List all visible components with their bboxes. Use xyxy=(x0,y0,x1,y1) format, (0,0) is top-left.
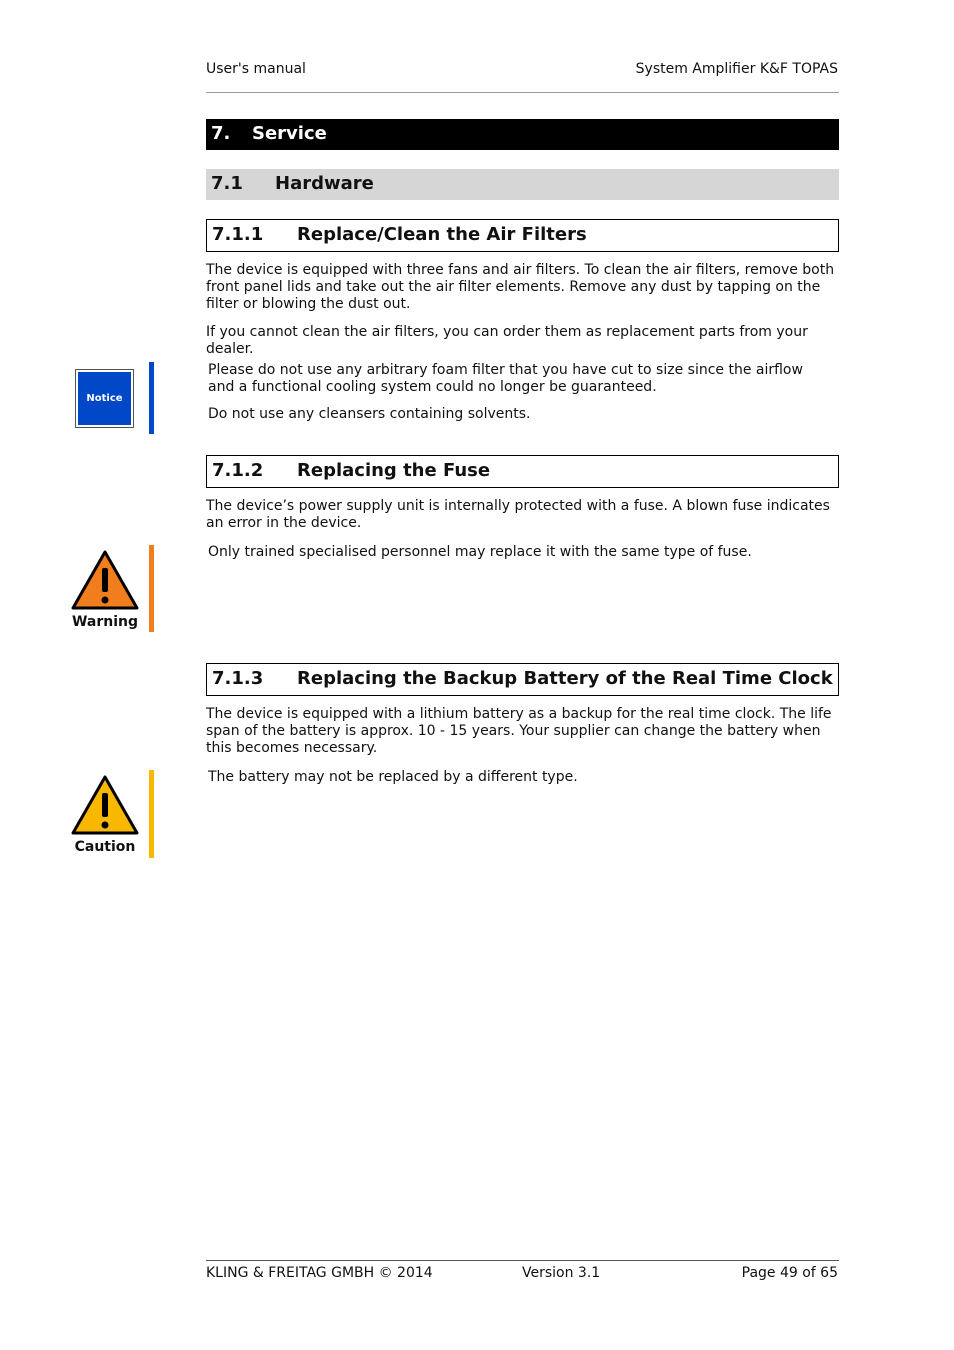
subsection-number: 7.1.2 xyxy=(212,460,264,481)
header-left: User's manual xyxy=(206,61,306,77)
footer-left: KLING & FREITAG GMBH © 2014 xyxy=(206,1265,433,1281)
caution-text: The battery may not be replaced by a different type. xyxy=(208,769,578,785)
warning-triangle-icon xyxy=(70,549,140,611)
warning-side-bar xyxy=(149,545,154,632)
air-filter-paragraph-2: If you cannot clean the air filters, you can order them as replacement parts from your dealer. xyxy=(206,324,808,357)
section-heading xyxy=(206,169,839,200)
section-number: 7.1 xyxy=(211,173,243,194)
section-title: Hardware xyxy=(275,173,374,194)
notice-text-1: Please do not use any arbitrary foam filter that you have cut to size since the airflow and a functional cooling system could no longer be guaranteed. xyxy=(208,362,803,395)
subsection-heading-air-filters xyxy=(206,219,839,252)
fuse-paragraph: The device’s power supply unit is internally protected with a fuse. A blown fuse indicates an error in the device. xyxy=(206,498,830,531)
subsection-title: Replacing the Fuse xyxy=(297,460,491,481)
subsection-number: 7.1.1 xyxy=(212,224,264,245)
notice-side-bar xyxy=(149,362,154,434)
subsection-heading-battery xyxy=(206,663,839,696)
header-right: System Amplifier K&F TOPAS xyxy=(635,61,838,77)
chapter-heading xyxy=(206,119,839,150)
warning-label: Warning xyxy=(71,614,139,630)
header-rule xyxy=(206,92,839,93)
subsection-heading-fuse xyxy=(206,455,839,488)
footer-rule xyxy=(206,1260,839,1261)
battery-paragraph: The device is equipped with a lithium battery as a backup for the real time clock. The life span of the battery is approx. 10 - 15 years. Your supplier can change the battery when this becomes necessary. xyxy=(206,706,832,756)
subsection-title: Replacing the Backup Battery of the Real Time Clock xyxy=(297,668,833,689)
subsection-title: Replace/Clean the Air Filters xyxy=(297,224,587,245)
notice-label: Notice xyxy=(78,372,131,425)
footer-version: Version 3.1 xyxy=(522,1265,601,1281)
subsection-number: 7.1.3 xyxy=(212,668,264,689)
footer-page-number: Page 49 of 65 xyxy=(741,1265,838,1281)
chapter-title: Service xyxy=(252,123,327,144)
notice-text-2: Do not use any cleansers containing solvents. xyxy=(208,406,531,422)
chapter-number: 7. xyxy=(211,123,231,144)
air-filter-paragraph-1: The device is equipped with three fans and air filters. To clean the air filters, remove both front panel lids and take out the air filter elements. Remove any dust by tapping on the filter or blowing the dust out. xyxy=(206,262,835,312)
caution-label: Caution xyxy=(74,839,136,855)
warning-text: Only trained specialised personnel may replace it with the same type of fuse. xyxy=(208,544,752,560)
notice-icon xyxy=(75,369,134,428)
caution-side-bar xyxy=(149,770,154,858)
caution-triangle-icon xyxy=(70,774,140,836)
